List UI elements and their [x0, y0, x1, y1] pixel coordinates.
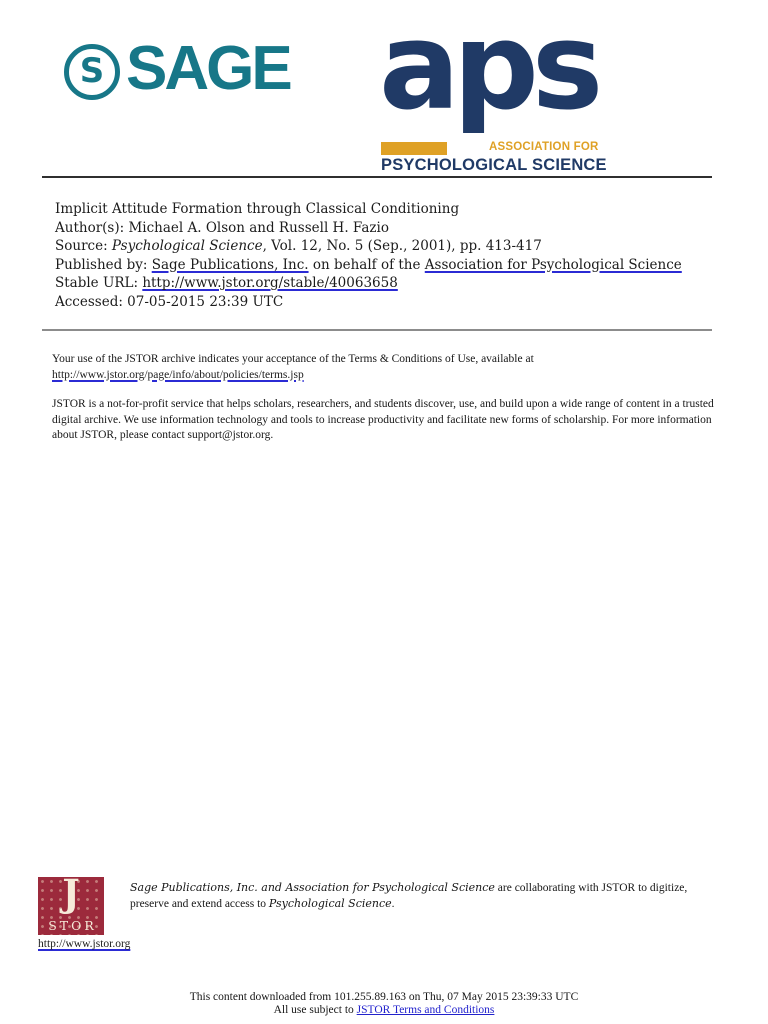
- sage-emblem-letter: S: [79, 51, 105, 91]
- source-volume-info: , Vol. 12, No. 5 (Sep., 2001), pp. 413-417: [262, 238, 542, 255]
- society-link[interactable]: Association for Psychological Science: [424, 256, 682, 273]
- publisher-link[interactable]: Sage Publications, Inc.: [151, 256, 309, 273]
- download-info-line: This content downloaded from 101.255.89.163 on Thu, 07 May 2015 23:39:33 UTC: [189, 991, 579, 1003]
- sage-logo-wordmark: SAGE: [126, 34, 290, 103]
- terms-acceptance-text: Your use of the JSTOR archive indicates your acceptance of the Terms & Conditions of Use, available at: [52, 353, 534, 365]
- terms-acceptance-paragraph: [52, 352, 724, 383]
- source-line: [55, 237, 737, 256]
- aps-logo-association-for: ASSOCIATION FOR: [489, 141, 599, 153]
- published-by-line: [55, 256, 737, 275]
- on-behalf-of-text: on behalf of the: [308, 256, 425, 273]
- aps-logo-wordmark: aps: [379, 0, 597, 137]
- source-label: Source:: [55, 238, 112, 255]
- download-footer: [0, 991, 768, 1017]
- collaborating-publishers: Sage Publications, Inc. and Association for Psychological Science: [130, 881, 495, 894]
- jstor-logo-letter: J: [62, 871, 80, 915]
- accessed-line: Accessed: 07-05-2015 23:39 UTC: [55, 293, 284, 310]
- citation-block: [55, 200, 737, 312]
- stable-url-label: Stable URL:: [55, 275, 143, 292]
- jstor-home-link-wrap: [38, 939, 130, 951]
- collaboration-middle-text: are collaborating with JSTOR to digitize, preserve and extend access to: [130, 882, 688, 910]
- footer-terms-link[interactable]: JSTOR Terms and Conditions: [356, 1004, 495, 1016]
- collaboration-period: .: [391, 898, 395, 910]
- source-journal-name: Psychological Science: [111, 238, 263, 255]
- aps-logo-gold-bar: [381, 142, 447, 155]
- collaboration-note: [130, 880, 722, 912]
- use-subject-prefix: All use subject to: [273, 1004, 357, 1016]
- jstor-logo-stor-text: STOR: [48, 917, 97, 933]
- authors-line: Author(s): Michael A. Olson and Russell H. Fazio: [55, 219, 389, 236]
- published-by-label: Published by:: [55, 256, 152, 273]
- jstor-about-paragraph: JSTOR is a not-for-profit service that helps scholars, researchers, and students discover, use, and build upon a wide range of content in a trusted digital archive. We use information technology and tools to increase productivity and facilitate new forms of scholarship. For more information about JSTOR, please contact support@jstor.org.: [52, 398, 714, 441]
- aps-logo-psychological-science: PSYCHOLOGICAL SCIENCE: [381, 156, 607, 174]
- stable-url-link[interactable]: http://www.jstor.org/stable/40063658: [142, 275, 398, 292]
- stable-url-line: [55, 274, 737, 293]
- header-divider-rule: [42, 176, 712, 178]
- use-subject-line: [0, 1004, 768, 1017]
- jstor-home-link[interactable]: http://www.jstor.org: [38, 938, 131, 950]
- terms-url-link[interactable]: http://www.jstor.org/page/info/about/policies/terms.jsp: [52, 368, 304, 381]
- citation-divider-rule: [42, 329, 712, 331]
- terms-block: [52, 352, 724, 458]
- article-title: Implicit Attitude Formation through Classical Conditioning: [55, 201, 460, 217]
- sage-logo-emblem-icon: [64, 44, 120, 100]
- jstor-logo-icon: [38, 871, 104, 935]
- collaboration-journal-name: Psychological Science: [268, 897, 392, 910]
